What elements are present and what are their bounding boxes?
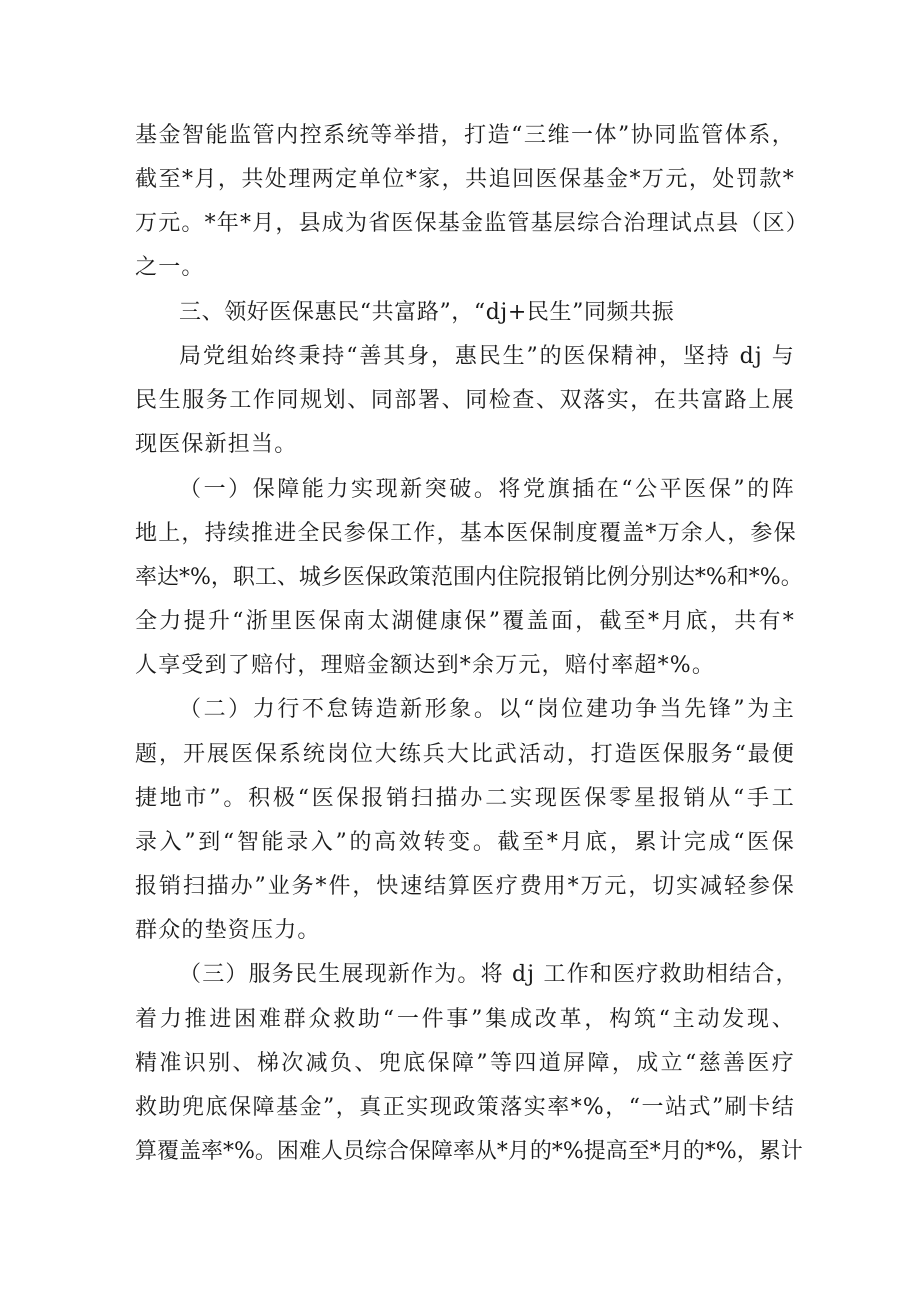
subsection-heading-line: （三）服务民生展现新作为。将 dj 工作和医疗救助相结合， — [179, 962, 799, 987]
body-line: 算覆盖率*%。困难人员综合保障率从*月的*%提高至*月的*%，累计 — [135, 1139, 803, 1164]
subsection-heading-line: （一）保障能力实现新突破。将党旗插在“公平医保”的阵 — [179, 477, 795, 502]
body-line: 着力推进困难群众救助“一件事”集成改革，构筑“主动发现、 — [135, 1007, 795, 1032]
body-line: 人享受到了赔付，理赔金额达到*余万元，赔付率超*%。 — [135, 653, 716, 678]
body-line: 捷地市”。积极“医保报销扫描办二实现医保零星报销从“手工 — [135, 786, 795, 811]
body-line: 地上，持续推进全民参保工作，基本医保制度覆盖*万余人，参保 — [135, 521, 797, 546]
body-line: 全力提升“浙里医保南太湖健康保”覆盖面，截至*月底，共有* — [135, 609, 795, 634]
body-line: 报销扫描办”业务*件，快速结算医疗费用*万元，切实减轻参保 — [135, 874, 795, 899]
body-line: 率达*%，职工、城乡医保政策范围内住院报销比例分别达*%和*%。 — [135, 565, 803, 590]
body-line: 精准识别、梯次减负、兜底保障”等四道屏障，成立“慈善医疗 — [135, 1051, 795, 1076]
body-line: 题，开展医保系统岗位大练兵大比武活动，打造医保服务“最便 — [135, 742, 795, 767]
subsection-heading-line: （二）力行不怠铸造新形象。以“岗位建功争当先锋”为主 — [179, 697, 795, 722]
body-line: 基金智能监管内控系统等举措，打造“三维一体”协同监管体系， — [135, 123, 795, 148]
body-line: 局党组始终秉持“善其身，惠民生”的医保精神，坚持 dj 与 — [179, 344, 795, 369]
body-line: 群众的垫资压力。 — [135, 918, 321, 943]
section-heading: 三、领好医保惠民“共富路”，“dj+民生”同频共振 — [179, 300, 675, 325]
body-line: 录入”到“智能录入”的高效转变。截至*月底，累计完成“医保 — [135, 830, 795, 855]
body-line: 民生服务工作同规划、同部署、同检查、双落实，在共富路上展 — [135, 388, 795, 413]
body-line: 万元。*年*月，县成为省医保基金监管基层综合治理试点县（区） — [135, 211, 810, 236]
body-line: 现医保新担当。 — [135, 432, 298, 457]
body-line: 之一。 — [135, 255, 205, 280]
body-line: 截至*月，共处理两定单位*家，共追回医保基金*万元，处罚款* — [135, 167, 795, 192]
body-line: 救助兜底保障基金”，真正实现政策落实率*%，“一站式”刷卡结 — [135, 1095, 795, 1120]
